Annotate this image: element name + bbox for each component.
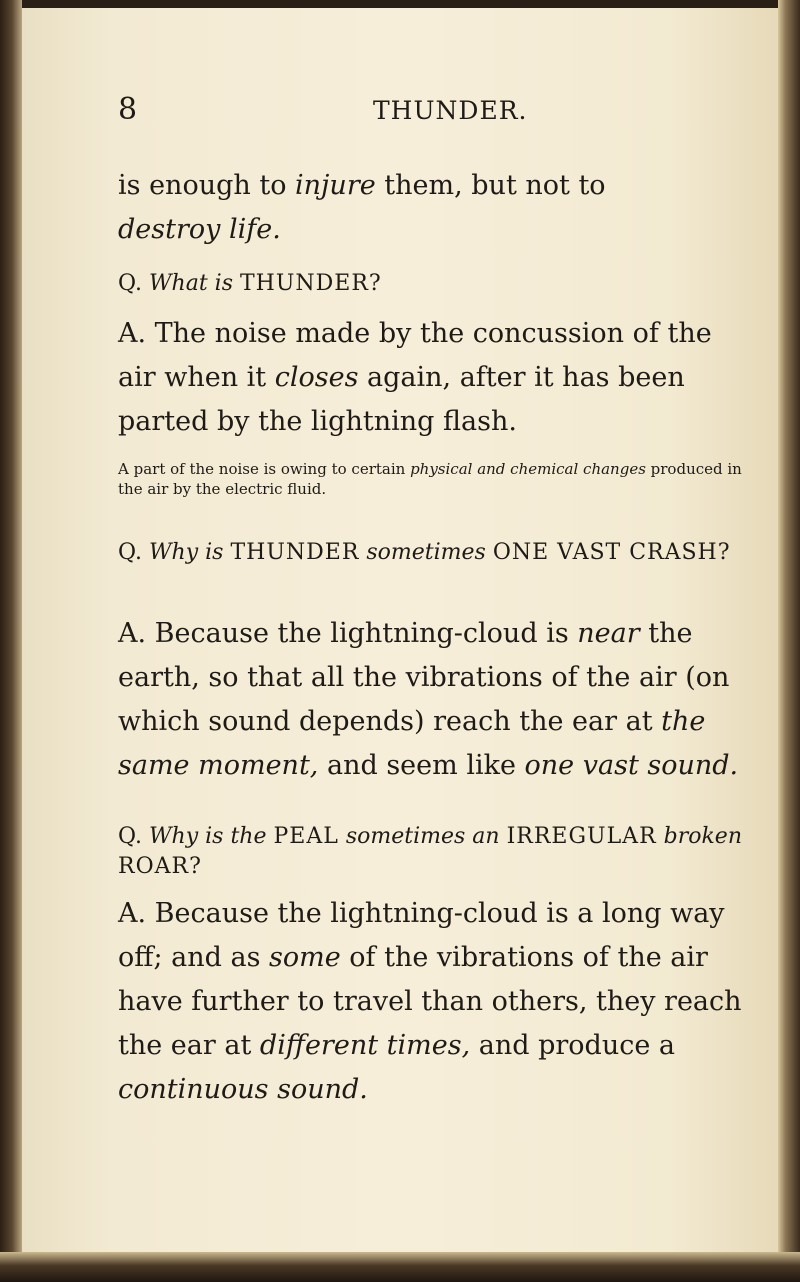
continuation-paragraph: is enough to injure them, but not to destroy life.: [118, 170, 606, 245]
page-bottom-edge: [0, 1252, 800, 1282]
question-3: Q. Why is the PEAL sometimes an IRREGULAR broken ROAR?: [118, 824, 742, 879]
question-2: Q. Why is THUNDER sometimes ONE VAST CRASH?: [118, 540, 730, 565]
page-right-edge: [778, 0, 800, 1282]
page-number: 8: [118, 92, 138, 127]
answer-1: A. The noise made by the concussion of the air when it closes again, after it has been parted by the lightning flash.: [118, 318, 712, 437]
footnote-1: A part of the noise is owing to certain physical and chemical changes produced in the air by the electric fluid.: [118, 460, 742, 498]
answer-2: A. Because the lightning-cloud is near the earth, so that all the vibrations of the air (on which sound depends) reach the ear at the same moment, and seem like one vast sound.: [118, 618, 739, 781]
answer-3: A. Because the lightning-cloud is a long way off; and as some of the vibrations of the air have further to travel than others, they reach the ear at different times, and produce a continuous sound.: [118, 898, 742, 1105]
page-header: [118, 92, 748, 132]
running-title: THUNDER.: [373, 96, 528, 125]
question-1: Q. What is THUNDER?: [118, 271, 381, 296]
